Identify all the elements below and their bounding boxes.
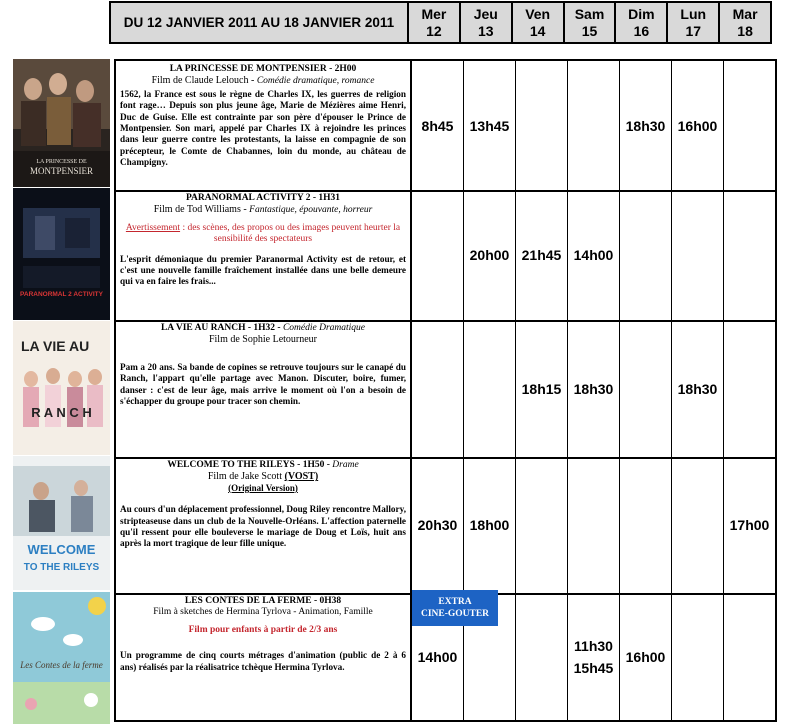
- film-description: [116, 593, 412, 720]
- showtime-cell: [620, 320, 672, 457]
- film-title: LA PRINCESSE DE MONTPENSIER - 2H00: [169, 64, 357, 74]
- original-version-note: (Original Version): [228, 482, 298, 493]
- day-header: Lun 17: [668, 3, 720, 42]
- film-title: PARANORMAL ACTIVITY 2 - 1H31: [185, 193, 341, 203]
- film-synopsis: L'esprit démoniaque du premier Paranormal Activity est de retour, et c'est une nouvelle famille fraîchement installée dans une belle demeure qui va en faire les frais...: [120, 253, 406, 287]
- svg-text:TO THE RILEYS: TO THE RILEYS: [23, 562, 100, 573]
- film-description: [116, 457, 412, 593]
- schedule-header: [109, 1, 772, 44]
- showtime-cell: [412, 61, 464, 190]
- showtime-cell: [672, 190, 724, 320]
- showtime: 13h45: [469, 117, 510, 134]
- showtime-cell: [672, 457, 724, 593]
- svg-text:PARANORMAL 2 ACTIVITY: PARANORMAL 2 ACTIVITY: [20, 291, 103, 298]
- film-description: [116, 320, 412, 457]
- showtime: 18h30: [573, 380, 614, 397]
- film-title: WELCOME TO THE RILEYS - 1H50 - Drame: [167, 460, 359, 470]
- film-description: [116, 190, 412, 320]
- showtime: 16h00: [625, 648, 666, 665]
- showtime: 16h00: [677, 117, 718, 134]
- showtime-cell: [672, 61, 724, 190]
- showtime-cell: [568, 190, 620, 320]
- poster-princesse: [13, 59, 110, 187]
- showtime-cell: [516, 593, 568, 720]
- day-header: Dim 16: [616, 3, 668, 42]
- poster-paranormal: [13, 188, 110, 320]
- film-title: LA VIE AU RANCH - 1H32 - Comédie Dramatique: [160, 323, 366, 333]
- svg-text:R A N C H: R A N C H: [31, 405, 92, 420]
- showtime: 18h00: [469, 517, 510, 533]
- showtime-cell: [464, 190, 516, 320]
- film-director: Film à sketches de Hermina Tyrlova - Animation, Famille: [153, 607, 373, 618]
- svg-text:Les Contes de la ferme: Les Contes de la ferme: [20, 660, 103, 670]
- film-synopsis: 1562, la France est sous le règne de Charles IX, les guerres de religion font rage… Depuis son plus jeune âge, Marie de Mézières aime Henri, Duc de Guise. Elle est contrainte par son père d'épouser le Prince de Montpensier. Son mari, appelé par Charles IX à rejoindre les princes dans leur guerre contre les protestants, la laisse en compagnie de son précepteur, le Comte de Chabannes, loin du monde, au château de Champigny.: [120, 88, 406, 168]
- svg-text:LA PRINCESSE DE: LA PRINCESSE DE: [36, 159, 87, 165]
- showtime-cell: [620, 593, 672, 720]
- film-synopsis: Au cours d'un déplacement professionnel, Doug Riley rencontre Mallory, stripteaseuse dans un club de la Nouvelle-Orléans. L'affection paternelle qu'il ressent pour elle bouleverse le mariage de Doug et Loïs, huit ans après la mort tragique de leur fille unique.: [120, 504, 406, 549]
- film-director: Film de Jake Scott (VOST): [207, 471, 319, 483]
- showtime-cell: [672, 320, 724, 457]
- day-header: Jeu 13: [461, 3, 513, 42]
- showtime-cell: [516, 457, 568, 593]
- showtime-cell: [568, 593, 620, 720]
- showtime-cell: [620, 457, 672, 593]
- showtime-cell: [516, 320, 568, 457]
- showtime-cell: [568, 320, 620, 457]
- showtime-cell: [724, 593, 775, 720]
- film-title: LES CONTES DE LA FERME - 0H38: [184, 596, 342, 606]
- showtime-cell: [464, 457, 516, 593]
- showtime-cell: [724, 61, 775, 190]
- showtime: 17h00: [729, 517, 770, 533]
- showtime-cell: [568, 61, 620, 190]
- week-title: DU 12 JANVIER 2011 AU 18 JANVIER 2011: [111, 3, 409, 42]
- day-header: Ven 14: [513, 3, 565, 42]
- showtime: 14h00: [573, 247, 614, 263]
- film-row: [116, 457, 775, 595]
- showtime-cell: [516, 61, 568, 190]
- film-row: [116, 593, 775, 720]
- film-warning: Avertissement : des scènes, des propos ou des images peuvent heurter la sensibilité des spectateurs: [125, 222, 401, 245]
- showtime: 15h45: [573, 659, 614, 676]
- svg-text:WELCOME: WELCOME: [27, 542, 96, 557]
- showtime-cell: [412, 190, 464, 320]
- showtime-cell: [620, 190, 672, 320]
- poster-contes-ferme: [13, 592, 110, 724]
- showtime-cell: [724, 457, 775, 593]
- showtime-cell: [412, 320, 464, 457]
- film-row: [116, 320, 775, 459]
- showtime: 21h45: [521, 247, 562, 263]
- film-director: Film de Tod Williams - Fantastique, épouvante, horreur: [153, 204, 373, 216]
- showtime: 18h30: [677, 380, 718, 397]
- showtime: 11h30: [574, 637, 613, 654]
- showtime: 8h45: [421, 117, 454, 134]
- day-header: Mer 12: [409, 3, 461, 42]
- day-header: Sam 15: [565, 3, 617, 42]
- svg-text:MONTPENSIER: MONTPENSIER: [29, 166, 94, 176]
- poster-vie-au-ranch: [13, 321, 110, 455]
- poster-welcome-rileys: [13, 456, 110, 590]
- schedule-grid: [114, 59, 777, 722]
- showtime: 18h15: [521, 380, 562, 397]
- showtime: 20h30: [417, 517, 458, 533]
- film-director: Film de Claude Lelouch - Comédie dramatique, romance: [151, 75, 375, 87]
- showtime: 18h30: [625, 117, 666, 134]
- kids-note: Film pour enfants à partir de 2/3 ans: [188, 624, 338, 635]
- showtime-cell: [464, 61, 516, 190]
- showtime-cell: [412, 593, 490, 720]
- svg-text:LA VIE AU: LA VIE AU: [21, 338, 90, 354]
- showtime: 20h00: [469, 247, 510, 263]
- film-director: Film de Sophie Letourneur: [208, 334, 318, 346]
- film-synopsis: Un programme de cinq courts métrages d'animation (public de 2 à 6 ans) réalisés par la réalisatrice tchèque Hermina Tyrlova.: [120, 650, 406, 672]
- showtime: 14h00: [417, 648, 458, 665]
- film-row: [116, 61, 775, 192]
- showtime-cell: [620, 61, 672, 190]
- showtime-cell: [672, 593, 724, 720]
- showtime-cell: [568, 457, 620, 593]
- showtime-cell: [724, 190, 775, 320]
- showtime-cell: [516, 190, 568, 320]
- showtime-cell: [412, 457, 464, 593]
- showtime-cell: [724, 320, 775, 457]
- film-synopsis: Pam a 20 ans. Sa bande de copines se retrouve toujours sur le canapé du Ranch, l'appart qu'elle partage avec Manon. Discuter, boire, fumer, danser : c'est de leur âge, mais arrive le moment où l'on a besoin de s'échapper du groupe pour tracer son chemin.: [120, 361, 406, 407]
- film-description: [116, 61, 412, 190]
- film-row: [116, 190, 775, 322]
- showtime-cell: [464, 320, 516, 457]
- extra-cine-gouter-badge: EXTRA CINE-GOUTER: [412, 590, 498, 626]
- day-header: Mar 18: [732, 5, 758, 39]
